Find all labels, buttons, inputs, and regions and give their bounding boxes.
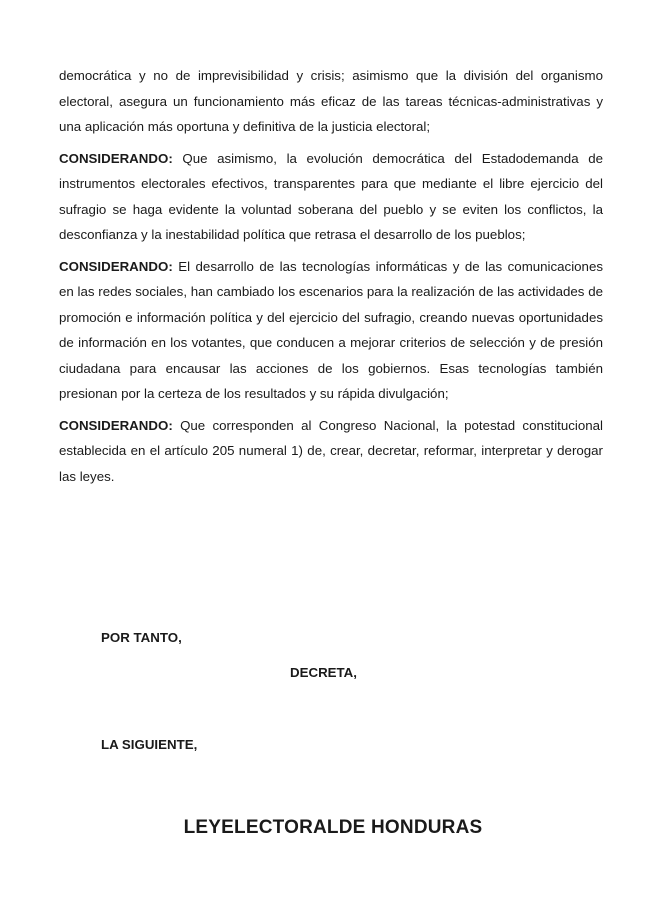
la-siguiente-heading: LA SIGUIENTE, [101, 737, 198, 752]
considerando-label: CONSIDERANDO: [59, 258, 173, 274]
paragraph-text: democrática y no de imprevisibilidad y crisis; asimismo que la división del organismo electoral, asegura un funcionamiento más eficaz de las tareas técnicas-administrativas y una aplicación más oportuna y definitiva de la justicia electoral; [59, 68, 603, 134]
considerando-paragraph-3 [59, 413, 603, 490]
considerando-paragraph-1 [59, 146, 603, 248]
paragraph-text: Que corresponden al Congreso Nacional, la potestad constitucional establecida en el artículo 205 numeral 1) de, crear, decretar, reformar, interpretar y derogar las leyes. [59, 417, 603, 484]
document-body [59, 63, 603, 495]
paragraph-text: El desarrollo de las tecnologías informáticas y de las comunicaciones en las redes sociales, han cambiado los escenarios para la realización de las actividades de promoción e información política y del ejercicio del sufragio, creando nuevas oportunidades de información en los votantes, que conducen a mejorar criterios de selección y de presión ciudadana para encausar las acciones de los gobiernos. Esas tecnologías también presionan por la certeza de los resultados y su rápida divulgación; [59, 258, 603, 401]
considerando-paragraph-2 [59, 254, 603, 407]
por-tanto-heading: POR TANTO, [101, 630, 182, 645]
law-title: LEYELECTORALDE HONDURAS [183, 817, 483, 838]
considerando-label: CONSIDERANDO: [59, 150, 173, 166]
paragraph-text: Que asimismo, la evolución democrática del Estadodemanda de instrumentos electorales efectivos, transparentes para que mediante el libre ejercicio del sufragio se haga evidente la voluntad soberana del pueblo y se eviten los conflictos, la desconfianza y la inestabilidad política que retrasa el desarrollo de los pueblos; [59, 150, 603, 242]
decreta-heading: DECRETA, [290, 665, 357, 680]
considerando-label: CONSIDERANDO: [59, 417, 173, 433]
paragraph-continuation [59, 63, 603, 140]
